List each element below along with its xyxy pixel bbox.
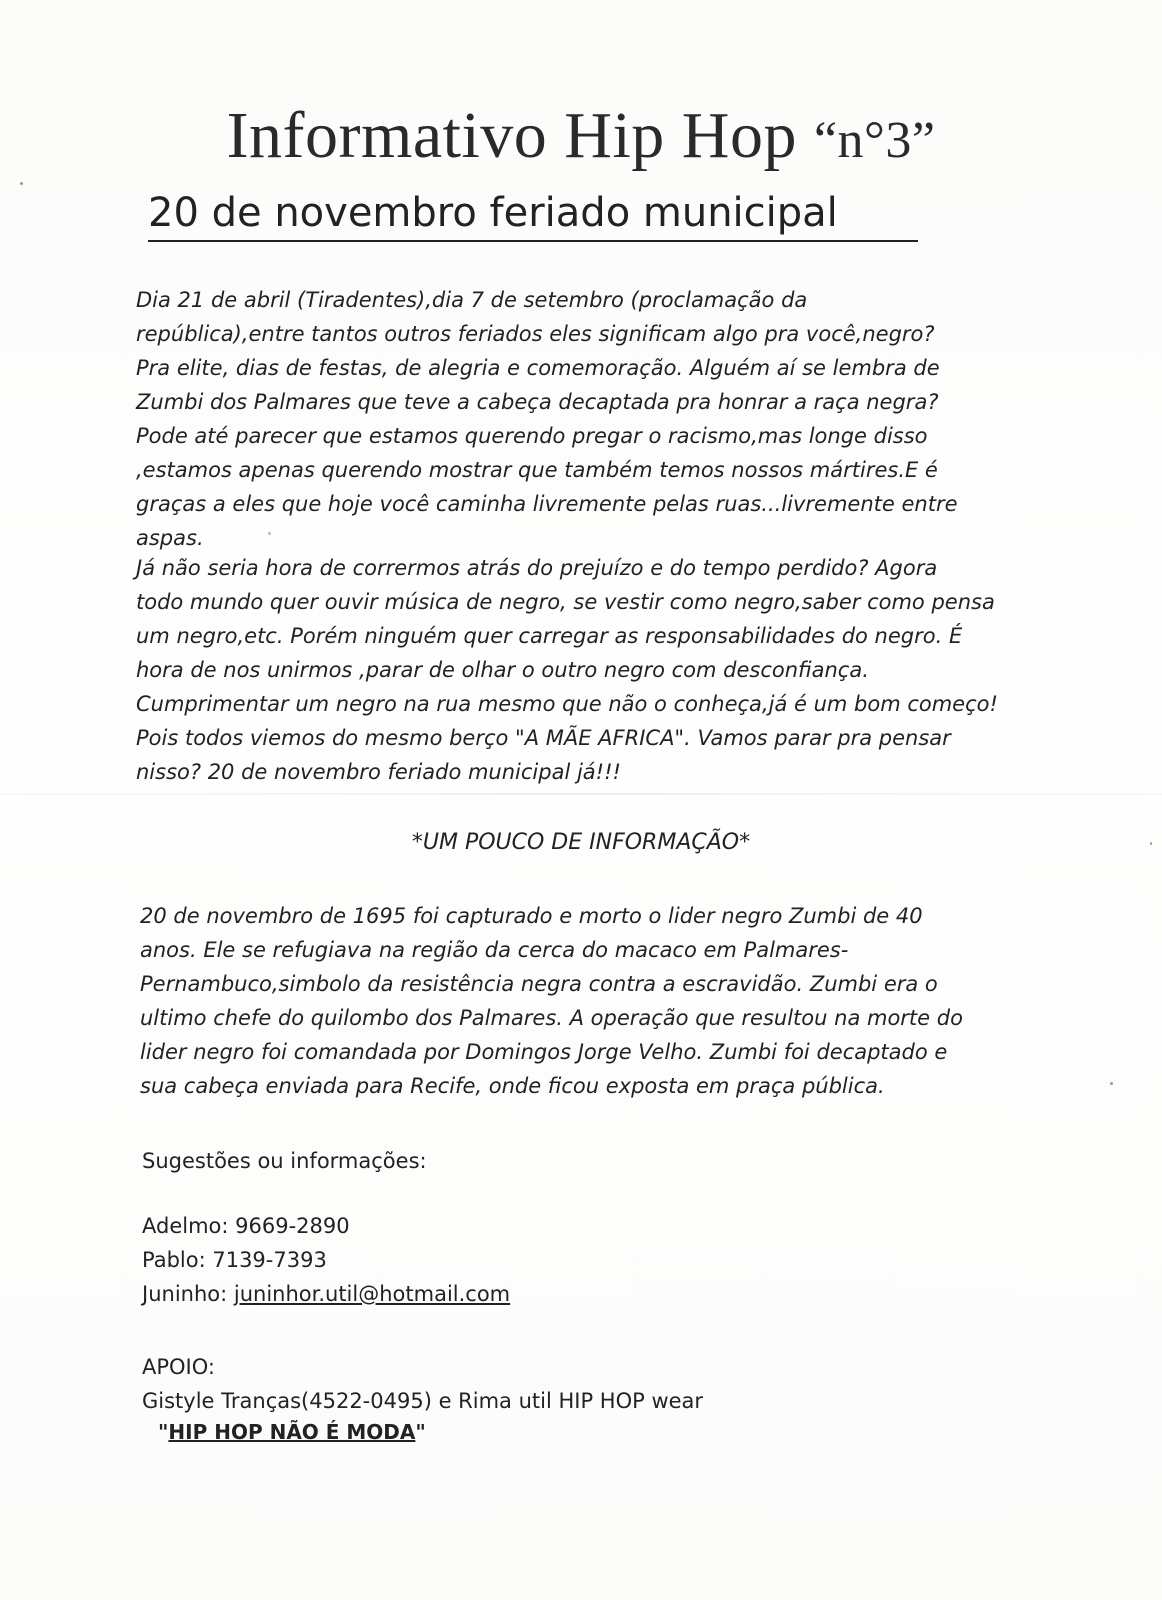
text-line: ultimo chefe do quilombo dos Palmares. A operação que resultou na morte do bbox=[140, 1006, 963, 1030]
text-line: 20 de novembro de 1695 foi capturado e morto o lider negro Zumbi de 40 bbox=[140, 904, 923, 928]
text-line: ,estamos apenas querendo mostrar que também temos nossos mártires.E é bbox=[136, 458, 938, 482]
text-line: república),entre tantos outros feriados eles significam algo pra você,negro? bbox=[136, 322, 935, 346]
text-line: Zumbi dos Palmares que teve a cabeça decaptada pra honrar a raça negra? bbox=[136, 390, 939, 414]
text-line: Pra elite, dias de festas, de alegria e comemoração. Alguém aí se lembra de bbox=[136, 356, 940, 380]
contact-pablo: Pablo: 7139-7393 bbox=[142, 1248, 327, 1272]
slogan-quote-close: " bbox=[415, 1420, 426, 1444]
contacts-list bbox=[142, 1209, 510, 1311]
support-section bbox=[142, 1350, 703, 1418]
support-heading: APOIO: bbox=[142, 1355, 215, 1379]
contact-juninho-label: Juninho: bbox=[142, 1282, 234, 1306]
slogan-text: HIP HOP NÃO É MODA bbox=[168, 1420, 416, 1444]
text-line: sua cabeça enviada para Recife, onde ficou exposta em praça pública. bbox=[140, 1074, 885, 1098]
paper-speck bbox=[20, 182, 23, 185]
support-sponsors: Gistyle Tranças(4522-0495) e Rima util HIP HOP wear bbox=[142, 1389, 704, 1413]
text-line: lider negro foi comandada por Domingos Jorge Velho. Zumbi foi decaptado e bbox=[140, 1040, 948, 1064]
slogan bbox=[158, 1420, 426, 1444]
text-line: todo mundo quer ouvir música de negro, se vestir como negro,saber como pensa bbox=[136, 590, 995, 614]
text-line: Dia 21 de abril (Tiradentes),dia 7 de setembro (proclamação da bbox=[136, 288, 808, 312]
page-subtitle: 20 de novembro feriado municipal bbox=[148, 190, 918, 242]
issue-number: “n°3” bbox=[813, 112, 936, 169]
text-line: Cumprimentar um negro na rua mesmo que não o conheça,já é um bom começo! bbox=[136, 692, 998, 716]
paper-speck bbox=[1150, 842, 1152, 845]
page-title bbox=[0, 98, 1162, 174]
contacts-heading: Sugestões ou informações: bbox=[142, 1149, 427, 1173]
paper-speck bbox=[1110, 1082, 1113, 1085]
section-heading: *UM POUCO DE INFORMAÇÃO* bbox=[411, 830, 751, 855]
text-line: Já não seria hora de corrermos atrás do prejuízo e do tempo perdido? Agora bbox=[136, 556, 938, 580]
text-line: graças a eles que hoje você caminha livremente pelas ruas...livremente entre bbox=[136, 492, 958, 516]
text-line: hora de nos unirmos ,parar de olhar o outro negro com desconfiança. bbox=[136, 658, 869, 682]
text-line: Pode até parecer que estamos querendo pregar o racismo,mas longe disso bbox=[136, 424, 928, 448]
contact-juninho bbox=[142, 1277, 510, 1311]
intro-paragraph bbox=[136, 283, 1036, 555]
info-paragraph bbox=[140, 899, 1040, 1103]
title-text: Informativo Hip Hop bbox=[226, 99, 797, 172]
contact-adelmo: Adelmo: 9669-2890 bbox=[142, 1214, 350, 1238]
text-line: anos. Ele se refugiava na região da cerca do macaco em Palmares- bbox=[140, 938, 849, 962]
paper-fold-line bbox=[0, 793, 1162, 795]
text-line: aspas. bbox=[136, 526, 204, 550]
call-paragraph bbox=[136, 551, 1036, 789]
juninho-email-link[interactable]: juninhor.util@hotmail.com bbox=[233, 1282, 511, 1306]
text-line: Pernambuco,simbolo da resistência negra contra a escravidão. Zumbi era o bbox=[140, 972, 938, 996]
text-line: nisso? 20 de novembro feriado municipal já!!! bbox=[136, 760, 621, 784]
slogan-quote-open: " bbox=[158, 1420, 169, 1444]
text-line: um negro,etc. Porém ninguém quer carregar as responsabilidades do negro. É bbox=[136, 624, 963, 648]
text-line: Pois todos viemos do mesmo berço "A MÃE AFRICA". Vamos parar pra pensar bbox=[136, 726, 951, 750]
paper-speck bbox=[268, 532, 271, 535]
